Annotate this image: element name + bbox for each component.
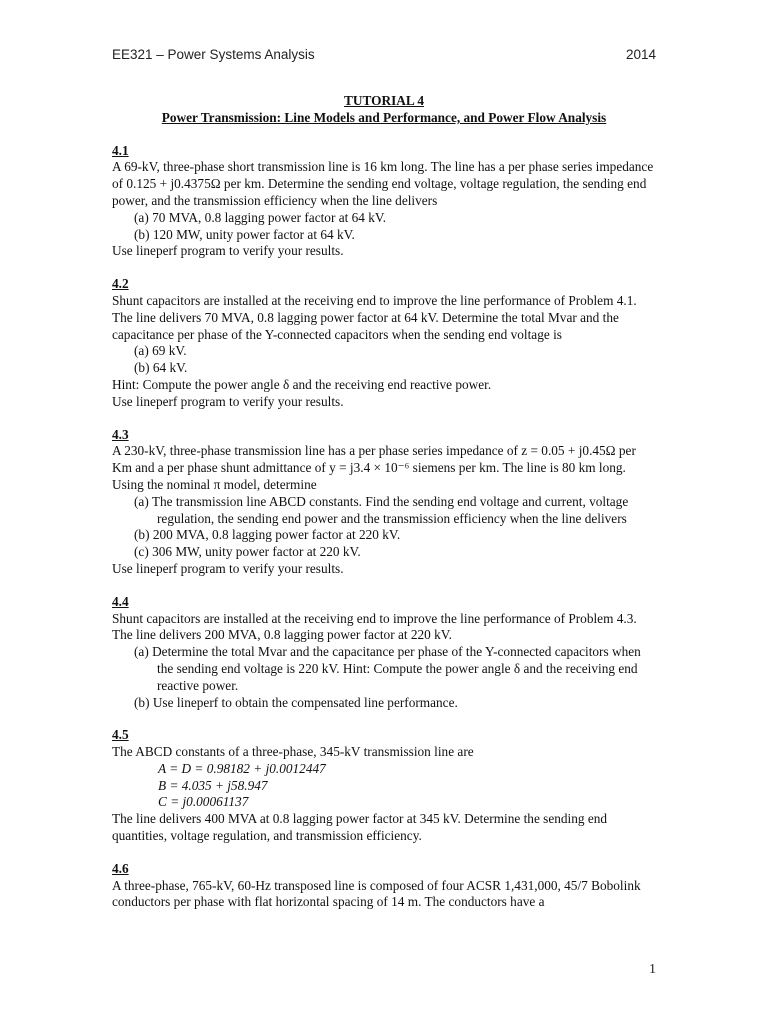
problem-item: (a) Determine the total Mvar and the capacitance per phase of the Y-connected capacitors when the sending end voltage is 220 kV. Hint: Compute the power angle δ and the receiving end reactive power. [134,644,641,693]
problem-number: 4.3 [112,426,129,442]
problem-item: (b) Use lineperf to obtain the compensated line performance. [134,694,458,710]
problem-number: 4.2 [112,276,129,292]
problem-4-1 [112,143,656,261]
problem-number: 4.6 [112,860,129,876]
equation-c: C = j0.00061137 [158,794,249,810]
problem-footer: Use lineperf program to verify your results. [112,243,344,259]
problem-4-5 [112,727,656,845]
problem-text: Shunt capacitors are installed at the receiving end to improve the line performance of Problem 4.1. The line delivers 70 MVA, 0.8 lagging power factor at 64 kV. Determine the total Mvar and the capacitance per phase of the Y-connected capacitors when the sending end voltage is [112,292,637,342]
page-header [112,47,656,62]
problem-item: (b) 120 MW, unity power factor at 64 kV. [134,226,355,242]
course-title: EE321 – Power Systems Analysis [112,47,315,62]
problem-number: 4.4 [112,593,129,609]
page-content [112,93,656,911]
tutorial-subtitle: Power Transmission: Line Models and Performance, and Power Flow Analysis [161,109,607,125]
problem-text: A 230-kV, three-phase transmission line has a per phase series impedance of z = 0.05 + j0.45Ω per Km and a per phase shunt admittance of y = j3.4 × 10⁻⁶ siemens per km. The line is 80 km long. Using the nominal π model, determine [112,443,636,492]
problem-footer: The line delivers 400 MVA at 0.8 lagging power factor at 345 kV. Determine the sending end quantities, voltage regulation, and transmission efficiency. [112,811,608,844]
problem-4-3 [112,427,656,578]
page-number: 1 [649,962,656,977]
problem-number: 4.5 [112,727,129,743]
problem-item: (a) 70 MVA, 0.8 lagging power factor at 64 kV. [134,209,387,225]
problem-4-2 [112,276,656,410]
problem-text: A three-phase, 765-kV, 60-Hz transposed line is composed of four ACSR 1,431,000, 45/7 Bobolink conductors per phase with flat horizontal spacing of 14 m. The conductors have a [112,877,641,910]
problem-text: Shunt capacitors are installed at the receiving end to improve the line performance of Problem 4.3. The line delivers 200 MVA, 0.8 lagging power factor at 220 kV. [112,610,637,643]
equation-a-d: A = D = 0.98182 + j0.0012447 [158,760,326,776]
problem-text: The ABCD constants of a three-phase, 345-kV transmission line are [112,744,474,760]
problem-footer: Use lineperf program to verify your results. [112,560,344,576]
equation-b: B = 4.035 + j58.947 [158,777,268,793]
problem-item: (b) 200 MVA, 0.8 lagging power factor at 220 kV. [134,527,401,543]
problem-hint: Hint: Compute the power angle δ and the receiving end reactive power. [112,376,492,392]
problem-footer: Use lineperf program to verify your results. [112,393,344,409]
problem-4-4 [112,594,656,712]
tutorial-title: TUTORIAL 4 [344,93,424,108]
problem-item: (c) 306 MW, unity power factor at 220 kV. [134,544,361,560]
problem-item: (a) 69 kV. [134,343,187,359]
problem-number: 4.1 [112,142,129,158]
problem-4-6 [112,861,656,911]
problem-text: A 69-kV, three-phase short transmission line is 16 km long. The line has a per phase series impedance of 0.125 + j0.4375Ω per km. Determine the sending end voltage, voltage regulation, the sending end power, and the transmission efficiency when the line delivers [112,159,654,208]
problem-item: (b) 64 kV. [134,360,188,376]
problem-item: (a) The transmission line ABCD constants. Find the sending end voltage and current, voltage regulation, the sending end power and the transmission efficiency when the line delivers [134,493,629,526]
header-year: 2014 [625,47,656,62]
